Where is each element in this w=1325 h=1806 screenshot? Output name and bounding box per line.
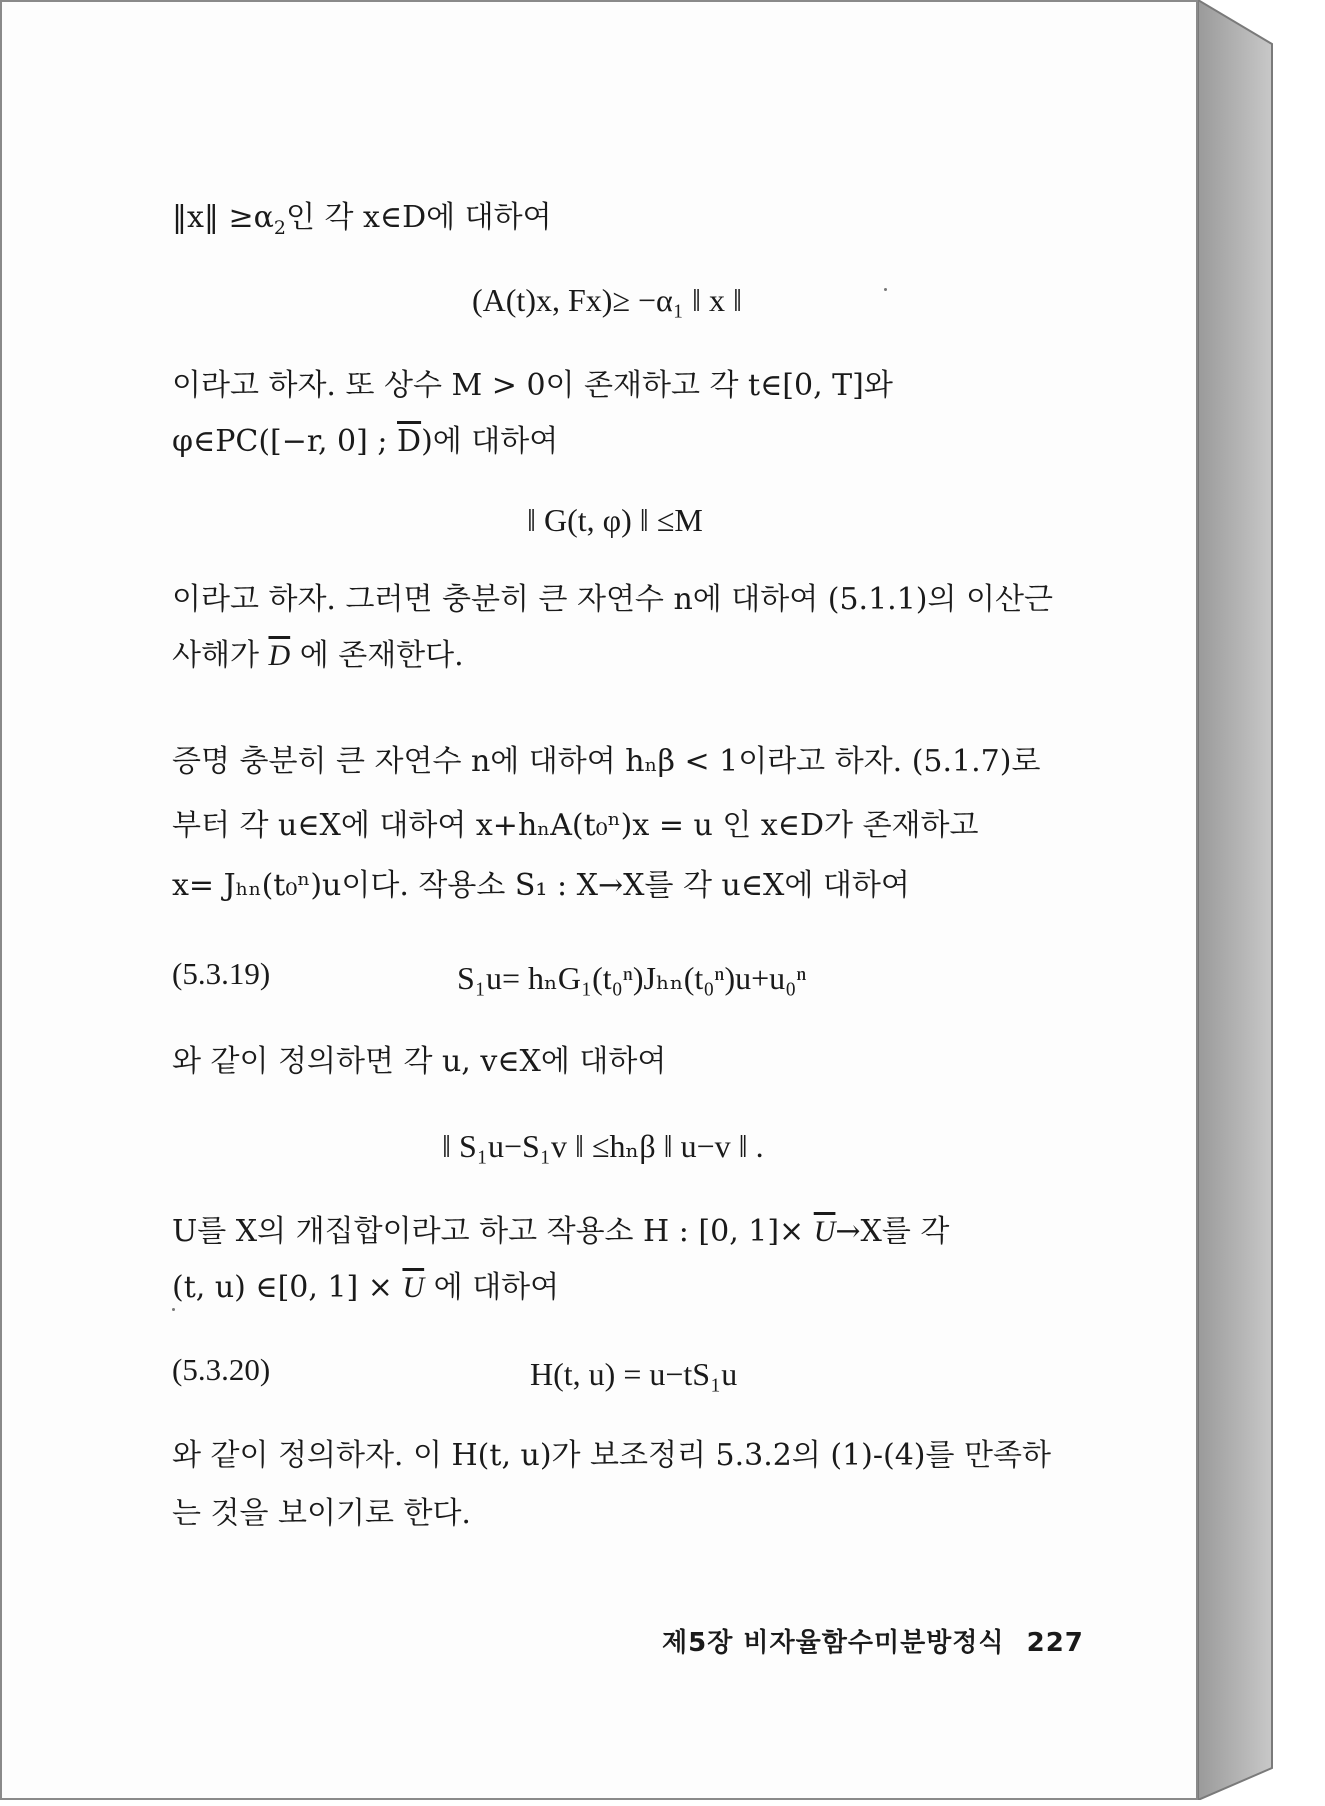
text-line-11: (t, u) ∈[0, $1] \times \overline{U}$ 에 대하여 [172, 1270, 560, 1305]
equation-4: ‖ S₁u−S₁v ‖ ≤hₙβ ‖ u−v ‖ . [442, 1128, 764, 1164]
page-footer [662, 1622, 1084, 1659]
equation-2: ‖ G(t, φ) ‖ ≤M [527, 502, 703, 538]
text-line-9: 와 같이 정의하면 각 u, v∈X에 대하여 [172, 1044, 667, 1079]
text-line-1: ‖x‖ $\ge\alpha_2$인 각 x∈D에 대하여 [172, 200, 552, 239]
text-line-2: 이라고 하자. 또 상수 M > 0이 존재하고 각 t∈[0, T]와 [172, 368, 893, 403]
equation-5: H(t, u) = u−tS₁u [530, 1356, 738, 1392]
equation-1: (A(t)x, Fx)≥ −α₁ ‖ x ‖ [472, 282, 742, 318]
speck [884, 288, 887, 291]
text-line-3: φ∈PC([−r, 0] ; $\overline{D}$)에 대하여 [172, 424, 559, 459]
text-line-7: 부터 각 u∈X에 대하여 x+hₙA(t₀ⁿ)x = u 인 x∈D가 존재하고 [172, 808, 979, 843]
text-line-6-proof: 증명 충분히 큰 자연수 n에 대하여 hₙβ < 1이라고 하자. (5.1.7)로 [172, 744, 1041, 779]
text-line-12: 와 같이 정의하자. 이 H(t, u)가 보조정리 5.3.2의 (1)-(4)를 만족하 [172, 1438, 1051, 1473]
text-line-4: 이라고 하자. 그러면 충분히 큰 자연수 n에 대하여 (5.1.1)의 이산근 [172, 582, 1053, 617]
speck [172, 1308, 175, 1311]
text-line-13: 는 것을 보이기로 한다. [172, 1496, 471, 1531]
page-number: 227 [1026, 1628, 1084, 1658]
text-line-10: U를 X의 개집합이라고 하고 작용소 H : [0, $1]\times \overline{U}\to X$를 각 [172, 1214, 950, 1249]
chapter-title: 제5장 비자율함수미분방정식 [662, 1628, 1005, 1658]
book-spine-shadow [1198, 0, 1274, 1800]
text-line-8: x= Jₕₙ(t₀ⁿ)u이다. 작용소 S₁ : X→X를 각 u∈X에 대하여 [172, 868, 910, 903]
equation-number-5-3-20: (5.3.20) [172, 1352, 271, 1387]
equation-number-5-3-19: (5.3.19) [172, 956, 271, 991]
equation-3: S₁u= hₙG₁(t₀ⁿ)Jₕₙ(t₀ⁿ)u+u₀ⁿ [457, 960, 807, 996]
text-line-5: 사해가 $\overline{D}$ 에 존재한다. [172, 638, 464, 673]
